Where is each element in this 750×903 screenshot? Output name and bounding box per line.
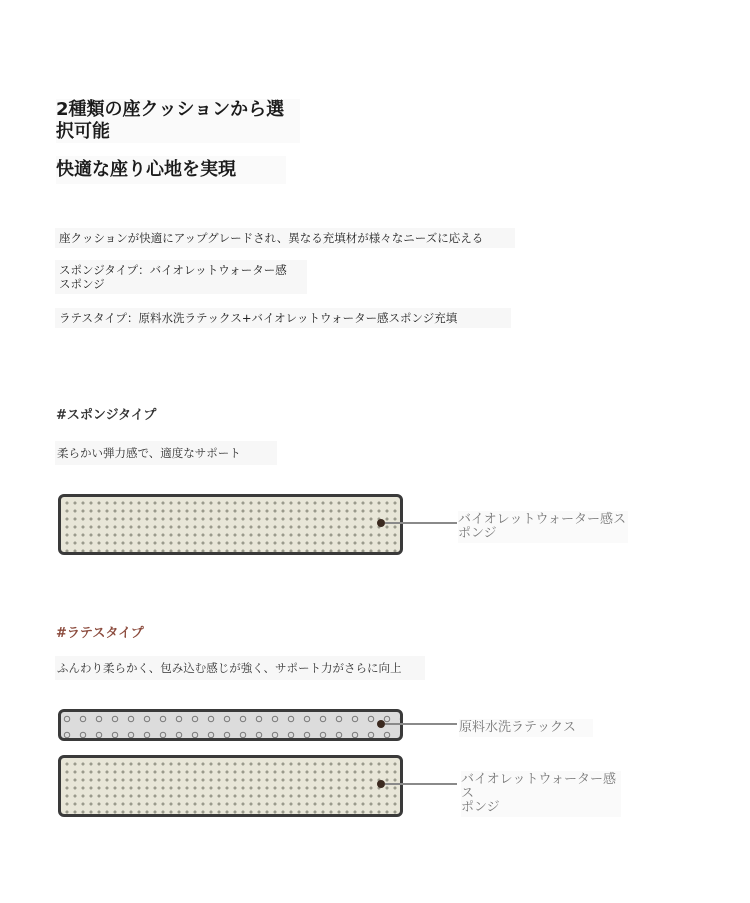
page-title	[56, 99, 300, 143]
latex-section-subtitle: ふんわり柔らかく、包み込む感じが強く、サポート力がさらに向上	[55, 656, 425, 680]
latex-sponge-callout-line	[385, 783, 457, 785]
page-subtitle: 快適な座り心地を実現	[56, 156, 286, 184]
latex-sponge-callout-label	[461, 771, 621, 817]
latex-type-description: ラテスタイプ：原料水洗ラテックス+バイオレットウォーター感スポンジ充填	[55, 308, 511, 328]
sponge-type-description-line2: スポンジ	[59, 277, 105, 291]
latex-sponge-layer-illustration	[58, 755, 403, 817]
sponge-callout-label-line2: ポンジ	[458, 526, 497, 541]
latex-sponge-callout-dot	[377, 780, 385, 788]
sponge-type-description-line1: スポンジタイプ：バイオレットウォーター感	[59, 263, 287, 277]
sponge-type-description	[55, 260, 307, 294]
sponge-section-subtitle: 柔らかい弾力感で、適度なサポート	[55, 441, 277, 465]
page-title-line1: 2種類の座クッションから選	[56, 99, 285, 120]
intro-text: 座クッションが快適にアップグレードされ、異なる充填材が様々なニーズに応える	[55, 228, 515, 248]
sponge-callout-line	[385, 522, 457, 524]
sponge-callout-dot	[377, 519, 385, 527]
sponge-callout-label	[458, 511, 628, 543]
latex-callout-dot	[377, 720, 385, 728]
latex-callout-label: 原料水洗ラテックス	[459, 719, 593, 737]
latex-sponge-callout-label-line2: ポンジ	[461, 800, 500, 815]
latex-section-title: #ラテスタイプ	[56, 626, 144, 641]
sponge-callout-label-line1: バイオレットウォーター感ス	[458, 512, 626, 527]
latex-callout-line	[385, 723, 457, 725]
sponge-section-title: #スポンジタイプ	[56, 408, 157, 423]
latex-layer-illustration	[58, 709, 403, 741]
latex-sponge-callout-label-line1: バイオレットウォーター感ス	[461, 772, 616, 801]
page-title-line2: 択可能	[56, 121, 110, 142]
sponge-cushion-illustration	[58, 494, 403, 555]
